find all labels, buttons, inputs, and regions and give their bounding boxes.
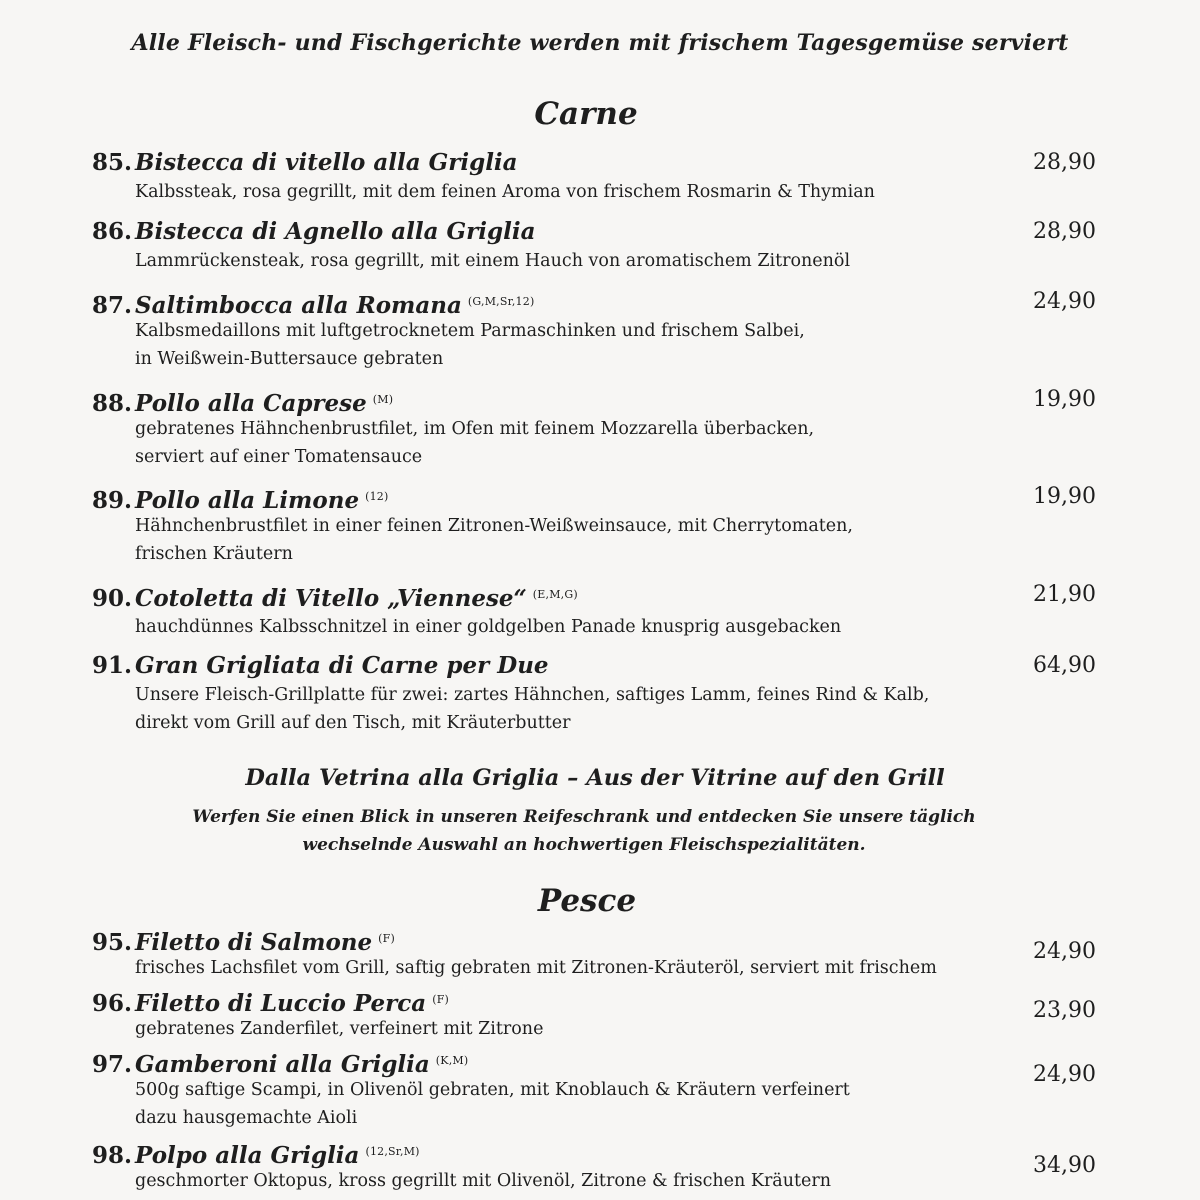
item-description: geschmorter Oktopus, kross gegrillt mit Olivenöl, Zitrone & frischen Kräutern [135,1171,832,1191]
item-description: frischen Kräutern [135,544,293,564]
item-description: gebratenes Hähnchenbrustfilet, im Ofen mit feinem Mozzarella überbacken, [135,419,815,439]
item-description: Unsere Fleisch-Grillplatte für zwei: zartes Hähnchen, saftiges Lamm, feines Rind & Kalb, [135,685,930,705]
menu-item-91 [92,651,1102,737]
item-name: Gamberoni alla Griglia [135,1051,430,1078]
item-name: Pollo alla Caprese [135,390,367,417]
item-price: 28,90 [1033,219,1096,244]
item-name: Filetto di Salmone [135,929,373,956]
item-description: direkt vom Grill auf den Tisch, mit Kräuterbutter [135,713,571,733]
item-description: Kalbsmedaillons mit luftgetrocknetem Parmaschinken und frischem Salbei, [135,321,805,341]
item-price: 24,90 [1033,289,1096,314]
item-description: Lammrückensteak, rosa gegrillt, mit einem Hauch von aromatischem Zitronenöl [135,251,851,271]
item-description: dazu hausgemachte Aioli [135,1108,358,1128]
item-price: 64,90 [1033,653,1096,678]
item-description: hauchdünnes Kalbsschnitzel in einer goldgelben Panade knusprig ausgebacken [135,617,842,637]
allergen-codes: (M) [372,393,394,406]
item-number: 91. [92,652,133,679]
item-price: 24,90 [1033,939,1096,964]
item-description: frisches Lachsfilet vom Grill, saftig gebraten mit Zitronen-Kräuteröl, serviert mit frischem [135,958,937,978]
item-name: Gran Grigliata di Carne per Due [135,652,549,679]
item-price: 23,90 [1033,998,1096,1023]
item-name: Pollo alla Limone [135,487,360,514]
section-title-carne: Carne [534,96,638,132]
menu-item-86 [92,217,1102,275]
section-title-pesce: Pesce [537,883,637,919]
item-description: Kalbssteak, rosa gegrillt, mit dem feinen Aroma von frischem Rosmarin & Thymian [135,182,875,202]
menu-item-88 [92,385,1102,471]
item-number: 98. [92,1142,133,1169]
item-number: 88. [92,390,133,417]
item-price: 21,90 [1033,582,1096,607]
menu-item-96 [92,985,1102,1043]
item-description: gebratenes Zanderfilet, verfeinert mit Zitrone [135,1019,544,1039]
item-price: 34,90 [1033,1153,1096,1178]
item-name: Filetto di Luccio Perca [135,990,427,1017]
item-name: Polpo alla Griglia [135,1142,360,1169]
allergen-codes: (12,Sr,M) [365,1145,420,1158]
allergen-codes: (G,M,Sr,12) [467,295,535,308]
vitrine-text-line: Werfen Sie einen Blick in unseren Reifeschrank und entdecken Sie unsere täglich [192,807,976,827]
item-name: Bistecca di vitello alla Griglia [135,149,518,176]
vitrine-text [0,803,1184,859]
item-number: 97. [92,1051,133,1078]
allergen-codes: (12) [365,490,389,503]
item-number: 89. [92,487,133,514]
allergen-codes: (E,M,G) [532,588,578,601]
item-name: Cotoletta di Vitello „Viennese“ [135,585,527,612]
menu-item-98 [92,1137,1102,1195]
item-name: Saltimbocca alla Romana [135,292,462,319]
item-description: in Weißwein-Buttersauce gebraten [135,349,444,369]
vitrine-title: Dalla Vetrina alla Griglia – Aus der Vitrine auf den Grill [245,765,945,791]
item-description: serviert auf einer Tomatensauce [135,447,423,467]
menu-item-90 [92,580,1102,641]
menu-item-87 [92,287,1102,373]
item-number: 95. [92,929,133,956]
item-name: Bistecca di Agnello alla Griglia [135,218,536,245]
menu-item-89 [92,482,1102,568]
item-number: 90. [92,585,133,612]
item-number: 85. [92,149,133,176]
vitrine-text-line: wechselnde Auswahl an hochwertigen Fleischspezialitäten. [302,835,866,855]
allergen-codes: (F) [432,993,450,1006]
menu-item-95 [92,924,1102,982]
allergen-codes: (F) [378,932,395,945]
allergen-codes: (K,M) [435,1054,469,1067]
item-price: 19,90 [1033,387,1096,412]
item-description: 500g saftige Scampi, in Olivenöl gebraten, mit Knoblauch & Kräutern verfeinert [135,1080,850,1100]
item-description: Hähnchenbrustfilet in einer feinen Zitronen-Weißweinsauce, mit Cherrytomaten, [135,516,853,536]
item-price: 28,90 [1033,150,1096,175]
item-number: 86. [92,218,133,245]
menu-item-85 [92,148,1102,206]
menu-item-97 [92,1046,1102,1132]
item-number: 87. [92,292,133,319]
item-number: 96. [92,990,133,1017]
intro-note: Alle Fleisch- und Fischgerichte werden mit frischem Tagesgemüse serviert [131,30,1069,56]
item-price: 24,90 [1033,1062,1096,1087]
item-price: 19,90 [1033,484,1096,509]
